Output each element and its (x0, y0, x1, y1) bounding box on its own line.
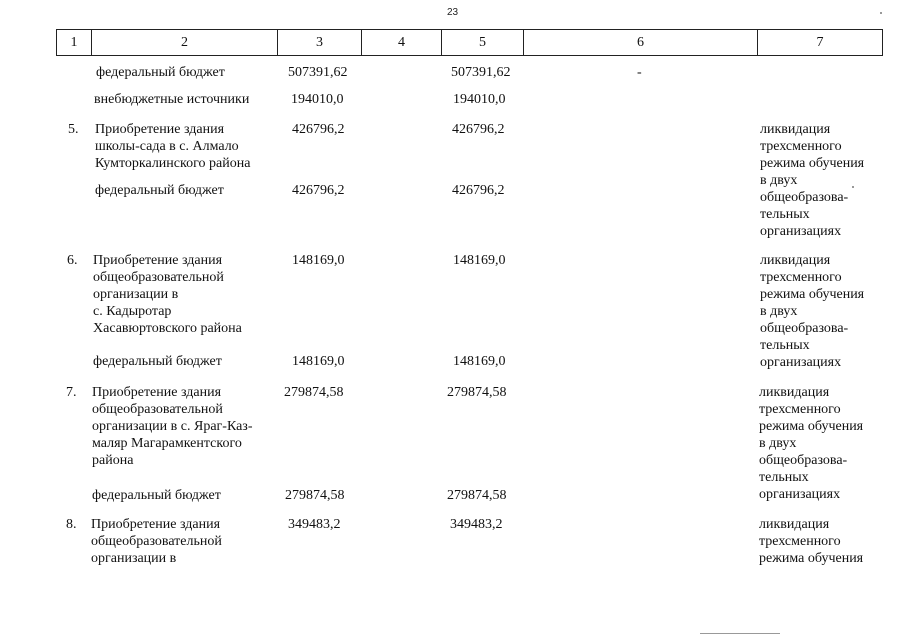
row-result-line: общеобразова- (759, 453, 848, 468)
row-result-line: тельных (759, 470, 809, 485)
row-name-line: Хасавюртовского района (93, 321, 242, 336)
fed-budget-col5: 426796,2 (452, 183, 505, 198)
row-name-line: общеобразовательной (91, 534, 222, 549)
row-result-line: режима обучения (760, 156, 865, 171)
scan-artifact (700, 633, 780, 634)
fed-budget-label: федеральный бюджет (95, 183, 224, 198)
row-number: 6. (67, 253, 78, 268)
row-col5: 279874,58 (447, 385, 507, 400)
row-col3: 426796,2 (292, 122, 345, 137)
row-name-line: Приобретение здания (95, 122, 225, 137)
row-result-line: режима обучения (759, 419, 864, 434)
row-name-line: общеобразовательной (93, 270, 224, 285)
row-col5: 148169,0 (453, 253, 506, 268)
scan-artifact (852, 186, 854, 188)
row-result-line: трехсменного (759, 534, 841, 549)
header-col-7: 7 (816, 35, 824, 50)
row-name-line: общеобразовательной (92, 402, 223, 417)
header-col-4: 4 (362, 30, 442, 55)
fed-budget-col6: - (637, 65, 642, 80)
header-col-6: 6 (524, 30, 758, 55)
row-name-line: организации в (91, 551, 177, 566)
row-result-line: режима обучения (760, 287, 865, 302)
row-result-line: ликвидация (760, 253, 831, 268)
extra-budget-col3: 194010,0 (291, 92, 344, 107)
fed-budget-col3: 426796,2 (292, 183, 345, 198)
row-result-line: ликвидация (759, 517, 830, 532)
header-col-2: 2 (92, 30, 278, 55)
fed-budget-col3: 148169,0 (292, 354, 345, 369)
fed-budget-col5: 507391,62 (451, 65, 511, 80)
row-col5: 426796,2 (452, 122, 505, 137)
row-col3: 279874,58 (284, 385, 344, 400)
fed-budget-label: федеральный бюджет (93, 354, 222, 369)
row-result-line: ликвидация (759, 385, 830, 400)
scan-artifact (880, 12, 882, 14)
row-result-line: в двух (760, 173, 798, 188)
row-name-line: Приобретение здания (91, 517, 221, 532)
row-result-line: в двух (759, 436, 797, 451)
fed-budget-col5: 279874,58 (447, 488, 507, 503)
row-name-line: с. Кадыротар (93, 304, 172, 319)
row-result-line: организациях (759, 487, 841, 502)
row-result-line: организациях (760, 355, 842, 370)
fed-budget-col3: 507391,62 (288, 65, 348, 80)
row-result-line: тельных (760, 338, 810, 353)
row-name-line: Кумторкалинского района (95, 156, 251, 171)
fed-budget-col3: 279874,58 (285, 488, 345, 503)
page-number: 23 (446, 7, 459, 18)
row-result-line: трехсменного (760, 270, 842, 285)
table-header-row (56, 29, 883, 56)
row-number: 8. (66, 517, 77, 532)
row-name-line: Приобретение здания (92, 385, 222, 400)
row-result-line: трехсменного (759, 402, 841, 417)
extra-budget-label: внебюджетные источники (94, 92, 250, 107)
row-result-line: в двух (760, 304, 798, 319)
row-name-line: организации в (93, 287, 179, 302)
row-result-line: общеобразова- (760, 190, 849, 205)
row-name-line: района (92, 453, 134, 468)
row-result-line: тельных (760, 207, 810, 222)
row-name-line: маляр Магарамкентского (92, 436, 242, 451)
row-result-line: общеобразова- (760, 321, 849, 336)
row-col5: 349483,2 (450, 517, 503, 532)
fed-budget-label: федеральный бюджет (96, 65, 225, 80)
header-col-3: 3 (278, 30, 362, 55)
fed-budget-col5: 148169,0 (453, 354, 506, 369)
row-number: 7. (66, 385, 77, 400)
row-name-line: организации в с. Яраг-Каз- (92, 419, 253, 434)
row-result-line: режима обучения (759, 551, 864, 566)
row-result-line: ликвидация (760, 122, 831, 137)
extra-budget-col5: 194010,0 (453, 92, 506, 107)
row-result-line: организациях (760, 224, 842, 239)
header-col-1: 1 (57, 30, 92, 55)
header-col-5: 5 (442, 30, 524, 55)
row-col3: 148169,0 (292, 253, 345, 268)
row-number: 5. (68, 122, 79, 137)
row-col3: 349483,2 (288, 517, 341, 532)
row-name-line: Приобретение здания (93, 253, 223, 268)
row-result-line: трехсменного (760, 139, 842, 154)
row-name-line: школы-сада в с. Алмало (95, 139, 239, 154)
fed-budget-label: федеральный бюджет (92, 488, 221, 503)
